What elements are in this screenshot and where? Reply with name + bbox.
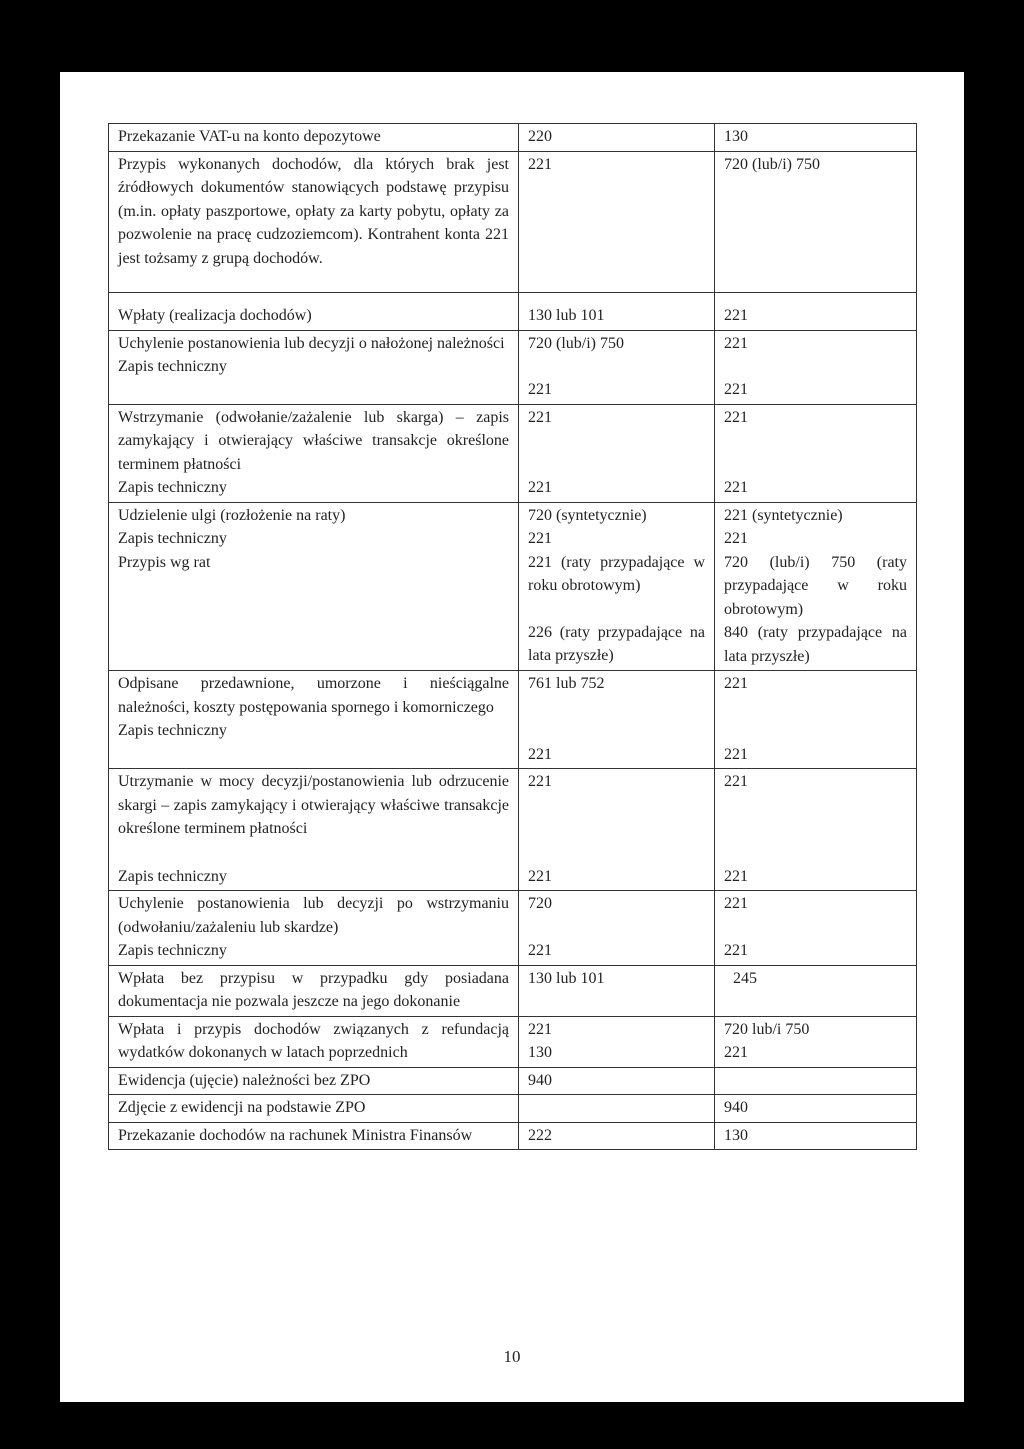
- description-cell: Przekazanie dochodów na rachunek Ministra Finansów: [109, 1122, 519, 1150]
- entry-value: 221: [724, 895, 748, 912]
- debit-cell: [519, 769, 715, 891]
- table-row: [109, 151, 917, 293]
- entry-value: 720 (lub/i) 750: [528, 334, 624, 352]
- entry-text: Zapis techniczny: [118, 867, 227, 885]
- debit-cell: 130 lub 101: [519, 293, 715, 331]
- entry-value: 840 (raty przypadające na lata przyszłe): [724, 624, 907, 665]
- table-row: [109, 502, 917, 671]
- description-cell: Zdjęcie z ewidencji na podstawie ZPO: [109, 1095, 519, 1123]
- credit-cell: [715, 502, 917, 671]
- table-row: [109, 769, 917, 891]
- description-cell: Przypis wykonanych dochodów, dla których brak jest źródłowych dokumentów stanowiących podstawę przypisu (m.in. opłaty paszportowe, opłaty za karty pobytu, opłaty za pozwolenie na pracę cudzoziemcom). Kontrahent konta 221 jest tożsamy z grupą dochodów.: [109, 151, 519, 293]
- entry-value: 221: [724, 1044, 748, 1061]
- table-row: [109, 124, 917, 152]
- entry-text: Odpisane przedawnione, umorzone i nieściągalne należności, koszty postępowania spornego i komorniczego: [118, 675, 509, 716]
- document-page: [60, 72, 964, 1402]
- entry-value: 720 (lub/i) 750 (raty przypadające w roku obrotowym): [724, 553, 907, 618]
- table-row: [109, 293, 917, 331]
- debit-cell: [519, 671, 715, 769]
- entry-value: 221: [724, 408, 748, 426]
- description-cell: [109, 502, 519, 671]
- credit-cell: 940: [715, 1095, 917, 1123]
- entry-text: Zapis techniczny: [118, 479, 227, 496]
- credit-cell: [715, 1016, 917, 1067]
- entry-value: 221: [724, 773, 748, 790]
- debit-cell: 220: [519, 124, 715, 152]
- description-cell: Ewidencja (ujęcie) należności bez ZPO: [109, 1067, 519, 1095]
- entry-value: 221: [724, 530, 748, 547]
- credit-cell: [715, 1067, 917, 1095]
- entry-text: Zapis techniczny: [118, 358, 227, 375]
- description-cell: Wpłata i przypis dochodów związanych z refundacją wydatków dokonanych w latach poprzednich: [109, 1016, 519, 1067]
- credit-cell: [715, 671, 917, 769]
- description-cell: Wpłaty (realizacja dochodów): [109, 293, 519, 331]
- entry-value: 221: [724, 381, 748, 398]
- page-number: 10: [503, 1347, 521, 1366]
- entry-text: Utrzymanie w mocy decyzji/postanowienia lub odrzucenie skargi – zapis zamykający i otwierający właściwe transakcje określone terminem płatności: [118, 773, 509, 837]
- entry-value: 720 (syntetycznie): [528, 506, 647, 524]
- credit-cell: [715, 891, 917, 966]
- entry-value: 221: [724, 334, 748, 352]
- entry-text: Udzielenie ulgi (rozłożenie na raty): [118, 506, 346, 524]
- description-cell: [109, 404, 519, 502]
- credit-cell: 720 (lub/i) 750: [715, 151, 917, 293]
- entry-text: Zapis techniczny: [118, 942, 227, 959]
- entry-value: 761 lub 752: [528, 675, 605, 692]
- entry-text: Wstrzymanie (odwołanie/zażalenie lub skarga) – zapis zamykający i otwierający właściwe transakcje określone terminem płatności: [118, 408, 509, 473]
- table-row: [109, 330, 917, 404]
- debit-cell: 940: [519, 1067, 715, 1095]
- debit-cell: [519, 502, 715, 671]
- table-row: [109, 891, 917, 966]
- entry-value: 221: [528, 745, 552, 763]
- entry-value: 221: [724, 479, 748, 496]
- entry-text: Przypis wg rat: [118, 553, 211, 571]
- entry-value: 221: [724, 941, 748, 959]
- entry-value: 221: [528, 381, 552, 398]
- description-cell: [109, 769, 519, 891]
- table-row: [109, 404, 917, 502]
- debit-cell: 222: [519, 1122, 715, 1150]
- entry-value: 720 lub/i 750: [724, 1020, 810, 1038]
- table-row: [109, 1016, 917, 1067]
- entry-value: 221: [528, 1020, 552, 1038]
- entry-text: Uchylenie postanowienia lub decyzji po wstrzymaniu (odwołaniu/zażaleniu lub skardze): [118, 895, 509, 936]
- entry-value: 221: [528, 479, 552, 496]
- entry-value: 221: [528, 530, 552, 547]
- description-cell: [109, 891, 519, 966]
- description-cell: Przekazanie VAT-u na konto depozytowe: [109, 124, 519, 152]
- table-row: [109, 671, 917, 769]
- table-row: [109, 1067, 917, 1095]
- description-cell: Wpłata bez przypisu w przypadku gdy posiadana dokumentacja nie pozwala jeszcze na jego dokonanie: [109, 965, 519, 1016]
- entry-value: 221: [528, 867, 552, 885]
- debit-cell: [519, 1095, 715, 1123]
- entry-text: Uchylenie postanowienia lub decyzji o nałożonej należności: [118, 334, 505, 352]
- entry-value: 221 (raty przypadające w roku obrotowym): [528, 553, 705, 594]
- table-row: [109, 1095, 917, 1123]
- entry-value: 226 (raty przypadające na lata przyszłe): [528, 623, 705, 664]
- credit-cell: 245: [715, 965, 917, 1016]
- debit-cell: [519, 891, 715, 966]
- credit-cell: 130: [715, 1122, 917, 1150]
- entry-value: 221: [528, 773, 552, 790]
- entry-value: 130: [528, 1044, 552, 1061]
- entry-text: Zapis techniczny: [118, 722, 227, 739]
- credit-cell: [715, 769, 917, 891]
- entry-value: 221 (syntetycznie): [724, 506, 843, 524]
- entry-text: Zapis techniczny: [118, 530, 227, 547]
- debit-cell: [519, 404, 715, 502]
- credit-cell: [715, 330, 917, 404]
- debit-cell: [519, 330, 715, 404]
- credit-cell: 130: [715, 124, 917, 152]
- entry-value: 221: [724, 867, 748, 885]
- table-row: [109, 1122, 917, 1150]
- entry-value: 221: [528, 941, 552, 959]
- entry-value: 720: [528, 895, 552, 912]
- entry-value: 221: [528, 408, 552, 426]
- credit-cell: [715, 404, 917, 502]
- debit-cell: 130 lub 101: [519, 965, 715, 1016]
- debit-cell: 221: [519, 151, 715, 293]
- credit-cell: 221: [715, 293, 917, 331]
- description-cell: [109, 330, 519, 404]
- entry-value: 221: [724, 745, 748, 763]
- description-cell: [109, 671, 519, 769]
- entry-value: 221: [724, 675, 748, 692]
- debit-cell: [519, 1016, 715, 1067]
- account-entries-table: [108, 123, 917, 1150]
- table-row: [109, 965, 917, 1016]
